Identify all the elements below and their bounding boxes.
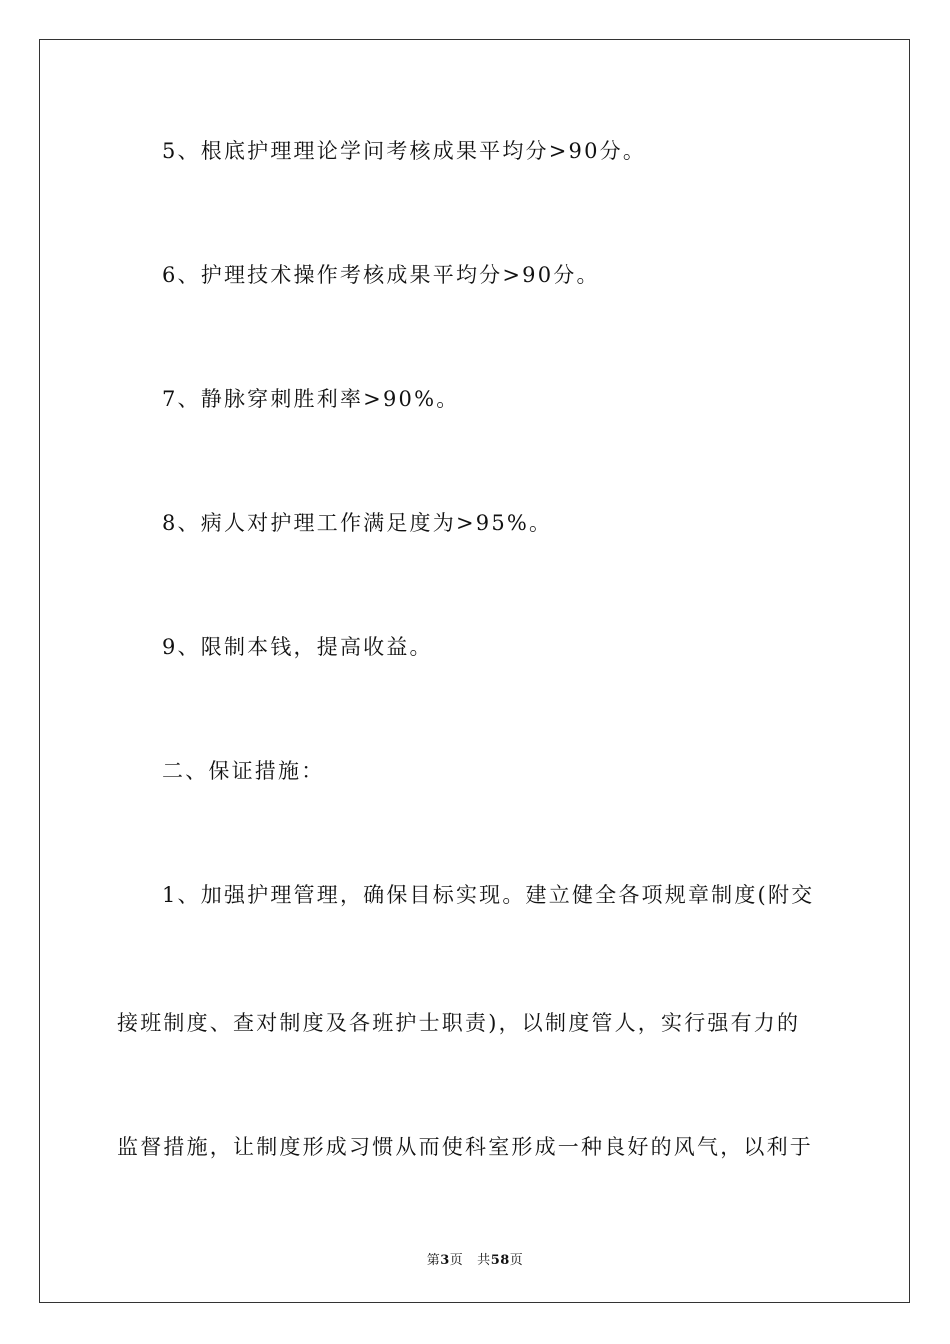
paragraph-item-6: 6、护理技术操作考核成果平均分>90分。 bbox=[162, 263, 600, 287]
footer-total-suffix: 页 bbox=[509, 1253, 524, 1268]
paragraph-item-9: 9、限制本钱，提高收益。 bbox=[162, 635, 433, 659]
paragraph-measure-1-line-2: 接班制度、查对制度及各班护士职责)，以制度管人，实行强有力的 bbox=[117, 1011, 801, 1035]
footer-page-number: 3 bbox=[440, 1253, 450, 1268]
paragraph-item-8: 8、病人对护理工作满足度为>95%。 bbox=[162, 511, 553, 535]
footer-page-suffix: 页 bbox=[449, 1253, 464, 1268]
paragraph-measure-1-line-3: 监督措施，让制度形成习惯从而使科室形成一种良好的风气，以利于 bbox=[117, 1135, 813, 1159]
footer-total-pages: 58 bbox=[490, 1253, 510, 1268]
page-border bbox=[39, 39, 910, 1303]
section-heading: 二、保证措施： bbox=[162, 759, 325, 783]
footer-prefix: 第 bbox=[426, 1253, 441, 1268]
paragraph-measure-1-line-1: 1、加强护理管理，确保目标实现。建立健全各项规章制度(附交 bbox=[162, 883, 815, 907]
footer-total-prefix: 共 bbox=[477, 1253, 491, 1268]
paragraph-item-7: 7、静脉穿刺胜利率>90%。 bbox=[162, 387, 460, 411]
page-footer bbox=[0, 1249, 950, 1268]
paragraph-item-5: 5、根底护理理论学问考核成果平均分>90分。 bbox=[162, 139, 647, 163]
